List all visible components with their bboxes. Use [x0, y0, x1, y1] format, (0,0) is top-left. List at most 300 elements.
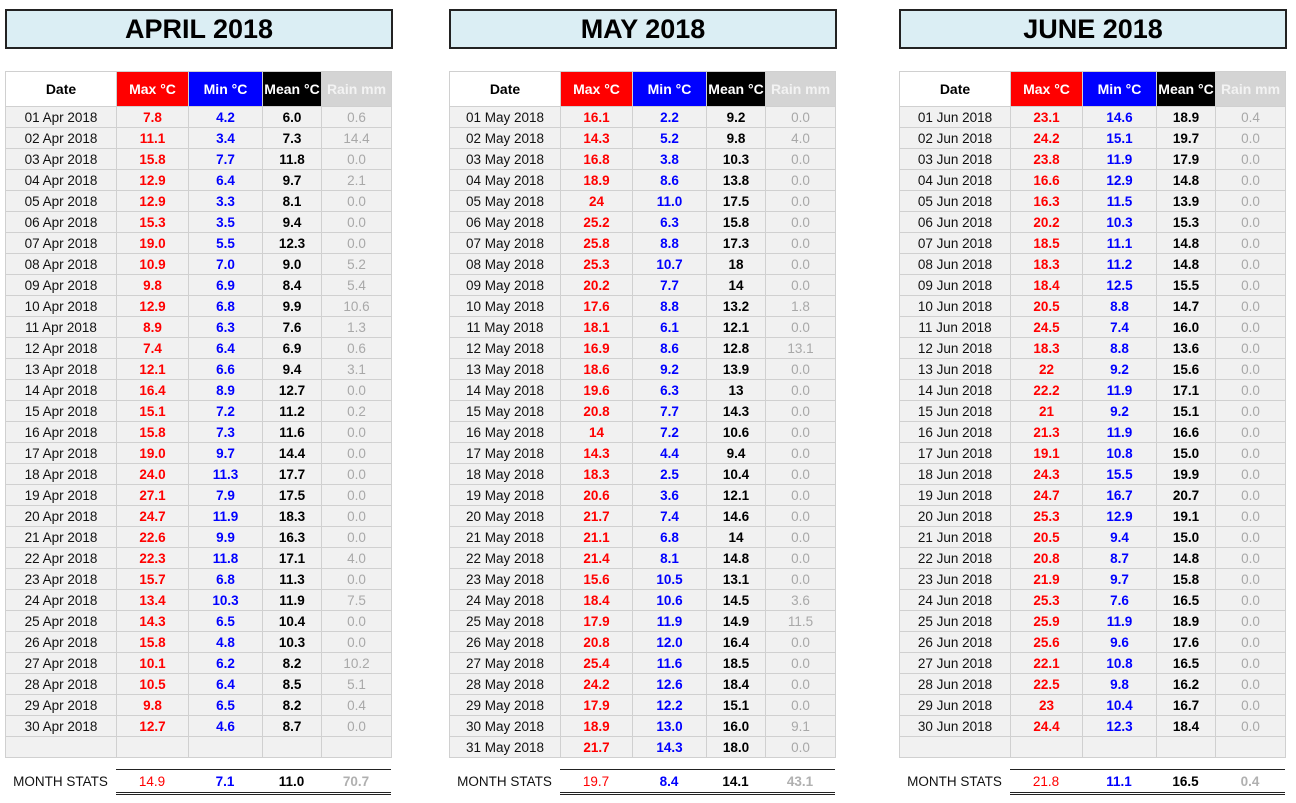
mean-cell[interactable]: 13.2	[707, 296, 766, 317]
max-cell[interactable]: 25.3	[1011, 506, 1083, 527]
date-cell[interactable]: 23 Apr 2018	[6, 569, 117, 590]
stat-mean[interactable]: 14.1	[706, 770, 765, 794]
rain-cell[interactable]: 0.0	[1216, 401, 1286, 422]
max-cell[interactable]: 22.6	[117, 527, 189, 548]
date-cell[interactable]: 18 Apr 2018	[6, 464, 117, 485]
date-cell[interactable]: 10 Jun 2018	[900, 296, 1011, 317]
date-cell[interactable]: 22 Apr 2018	[6, 548, 117, 569]
mean-cell[interactable]: 14.7	[1157, 296, 1216, 317]
min-cell[interactable]: 6.8	[189, 296, 263, 317]
date-cell[interactable]: 04 Apr 2018	[6, 170, 117, 191]
date-cell[interactable]: 18 May 2018	[450, 464, 561, 485]
max-cell[interactable]: 18.3	[1011, 338, 1083, 359]
rain-cell[interactable]: 3.1	[322, 359, 392, 380]
date-cell[interactable]: 08 Jun 2018	[900, 254, 1011, 275]
rain-cell[interactable]: 0.0	[322, 464, 392, 485]
min-cell[interactable]: 8.8	[1083, 296, 1157, 317]
max-cell[interactable]: 12.9	[117, 296, 189, 317]
rain-cell[interactable]: 0.0	[322, 380, 392, 401]
min-cell[interactable]: 13.0	[633, 716, 707, 737]
mean-cell[interactable]: 19.9	[1157, 464, 1216, 485]
rain-cell[interactable]: 0.0	[766, 233, 836, 254]
stat-mean[interactable]: 11.0	[262, 770, 321, 794]
max-cell[interactable]: 19.6	[561, 380, 633, 401]
stat-min[interactable]: 7.1	[188, 770, 262, 794]
rain-cell[interactable]: 0.0	[1216, 611, 1286, 632]
max-cell[interactable]: 20.2	[561, 275, 633, 296]
rain-cell[interactable]: 7.5	[322, 590, 392, 611]
rain-cell[interactable]: 0.0	[322, 716, 392, 737]
mean-cell[interactable]: 6.9	[263, 338, 322, 359]
date-cell[interactable]: 02 Apr 2018	[6, 128, 117, 149]
date-cell[interactable]: 19 Apr 2018	[6, 485, 117, 506]
column-header-mean[interactable]: Mean °C	[707, 72, 766, 107]
max-cell[interactable]: 18.4	[561, 590, 633, 611]
date-cell[interactable]: 19 Jun 2018	[900, 485, 1011, 506]
max-cell[interactable]: 24.3	[1011, 464, 1083, 485]
max-cell[interactable]: 22.2	[1011, 380, 1083, 401]
date-cell[interactable]: 29 Jun 2018	[900, 695, 1011, 716]
rain-cell[interactable]: 0.0	[766, 632, 836, 653]
min-cell[interactable]: 7.2	[633, 422, 707, 443]
mean-cell[interactable]: 19.1	[1157, 506, 1216, 527]
max-cell[interactable]: 12.9	[117, 170, 189, 191]
min-cell[interactable]: 6.1	[633, 317, 707, 338]
mean-cell[interactable]: 15.1	[1157, 401, 1216, 422]
rain-cell[interactable]: 10.6	[322, 296, 392, 317]
mean-cell[interactable]: 14.8	[1157, 254, 1216, 275]
rain-cell[interactable]: 0.0	[1216, 170, 1286, 191]
min-cell[interactable]: 6.4	[189, 338, 263, 359]
max-cell[interactable]: 12.1	[117, 359, 189, 380]
rain-cell[interactable]: 0.0	[1216, 569, 1286, 590]
date-cell[interactable]: 29 Apr 2018	[6, 695, 117, 716]
min-cell[interactable]: 8.6	[633, 338, 707, 359]
mean-cell[interactable]: 9.8	[707, 128, 766, 149]
mean-cell[interactable]: 16.4	[707, 632, 766, 653]
rain-cell[interactable]: 0.0	[322, 527, 392, 548]
rain-cell[interactable]: 0.0	[766, 569, 836, 590]
date-cell[interactable]: 06 Jun 2018	[900, 212, 1011, 233]
rain-cell[interactable]: 0.0	[766, 422, 836, 443]
max-cell[interactable]: 25.3	[1011, 590, 1083, 611]
rain-cell[interactable]	[1216, 737, 1286, 758]
min-cell[interactable]: 15.5	[1083, 464, 1157, 485]
min-cell[interactable]: 6.5	[189, 611, 263, 632]
min-cell[interactable]: 8.8	[633, 233, 707, 254]
rain-cell[interactable]: 0.0	[1216, 128, 1286, 149]
min-cell[interactable]: 11.0	[633, 191, 707, 212]
min-cell[interactable]: 11.2	[1083, 254, 1157, 275]
max-cell[interactable]: 10.1	[117, 653, 189, 674]
max-cell[interactable]: 16.3	[1011, 191, 1083, 212]
mean-cell[interactable]: 17.5	[707, 191, 766, 212]
min-cell[interactable]: 12.5	[1083, 275, 1157, 296]
mean-cell[interactable]: 15.0	[1157, 443, 1216, 464]
max-cell[interactable]: 19.0	[117, 233, 189, 254]
max-cell[interactable]: 15.8	[117, 632, 189, 653]
mean-cell[interactable]: 15.8	[707, 212, 766, 233]
rain-cell[interactable]	[322, 737, 392, 758]
rain-cell[interactable]: 0.6	[322, 338, 392, 359]
min-cell[interactable]: 6.8	[633, 527, 707, 548]
rain-cell[interactable]: 0.0	[766, 275, 836, 296]
rain-cell[interactable]: 5.4	[322, 275, 392, 296]
max-cell[interactable]: 24.5	[1011, 317, 1083, 338]
mean-cell[interactable]: 17.1	[263, 548, 322, 569]
date-cell[interactable]: 19 May 2018	[450, 485, 561, 506]
min-cell[interactable]: 7.7	[633, 401, 707, 422]
rain-cell[interactable]: 0.0	[322, 191, 392, 212]
max-cell[interactable]: 24.4	[1011, 716, 1083, 737]
mean-cell[interactable]: 16.0	[1157, 317, 1216, 338]
mean-cell[interactable]: 12.3	[263, 233, 322, 254]
date-cell[interactable]: 20 May 2018	[450, 506, 561, 527]
mean-cell[interactable]: 16.2	[1157, 674, 1216, 695]
stat-max[interactable]: 14.9	[116, 770, 188, 794]
max-cell[interactable]: 23.8	[1011, 149, 1083, 170]
date-cell[interactable]: 14 Jun 2018	[900, 380, 1011, 401]
date-cell[interactable]: 23 May 2018	[450, 569, 561, 590]
mean-cell[interactable]: 16.5	[1157, 590, 1216, 611]
stat-rain[interactable]: 70.7	[321, 770, 391, 794]
max-cell[interactable]: 25.6	[1011, 632, 1083, 653]
date-cell[interactable]: 16 Apr 2018	[6, 422, 117, 443]
date-cell[interactable]: 11 May 2018	[450, 317, 561, 338]
date-cell[interactable]: 04 May 2018	[450, 170, 561, 191]
min-cell[interactable]: 8.9	[189, 380, 263, 401]
column-header-rain[interactable]: Rain mm	[1216, 72, 1286, 107]
max-cell[interactable]: 19.1	[1011, 443, 1083, 464]
min-cell[interactable]: 12.3	[1083, 716, 1157, 737]
column-header-max[interactable]: Max °C	[117, 72, 189, 107]
mean-cell[interactable]: 9.7	[263, 170, 322, 191]
min-cell[interactable]: 9.9	[189, 527, 263, 548]
date-cell[interactable]: 15 Apr 2018	[6, 401, 117, 422]
date-cell[interactable]: 12 Jun 2018	[900, 338, 1011, 359]
rain-cell[interactable]: 0.4	[322, 695, 392, 716]
date-cell[interactable]: 26 May 2018	[450, 632, 561, 653]
mean-cell[interactable]: 16.7	[1157, 695, 1216, 716]
mean-cell[interactable]: 13.9	[1157, 191, 1216, 212]
mean-cell[interactable]: 11.9	[263, 590, 322, 611]
min-cell[interactable]: 7.6	[1083, 590, 1157, 611]
mean-cell[interactable]: 14.8	[1157, 548, 1216, 569]
max-cell[interactable]: 23	[1011, 695, 1083, 716]
rain-cell[interactable]: 0.0	[766, 527, 836, 548]
rain-cell[interactable]: 0.0	[322, 506, 392, 527]
date-cell[interactable]: 29 May 2018	[450, 695, 561, 716]
rain-cell[interactable]: 0.0	[1216, 233, 1286, 254]
date-cell[interactable]: 12 Apr 2018	[6, 338, 117, 359]
max-cell[interactable]: 20.2	[1011, 212, 1083, 233]
max-cell[interactable]: 25.2	[561, 212, 633, 233]
min-cell[interactable]: 6.4	[189, 674, 263, 695]
max-cell[interactable]: 12.7	[117, 716, 189, 737]
min-cell[interactable]: 5.2	[633, 128, 707, 149]
date-cell[interactable]: 16 May 2018	[450, 422, 561, 443]
max-cell[interactable]: 11.1	[117, 128, 189, 149]
mean-cell[interactable]: 8.5	[263, 674, 322, 695]
rain-cell[interactable]: 13.1	[766, 338, 836, 359]
mean-cell[interactable]: 15.6	[1157, 359, 1216, 380]
mean-cell[interactable]: 14.8	[1157, 170, 1216, 191]
max-cell[interactable]: 21.9	[1011, 569, 1083, 590]
date-cell[interactable]: 12 May 2018	[450, 338, 561, 359]
stat-mean[interactable]: 16.5	[1156, 770, 1215, 794]
max-cell[interactable]: 18.5	[1011, 233, 1083, 254]
mean-cell[interactable]: 12.8	[707, 338, 766, 359]
column-header-min[interactable]: Min °C	[633, 72, 707, 107]
date-cell[interactable]: 27 Jun 2018	[900, 653, 1011, 674]
mean-cell[interactable]: 14.6	[707, 506, 766, 527]
rain-cell[interactable]: 0.0	[766, 548, 836, 569]
max-cell[interactable]: 21.3	[1011, 422, 1083, 443]
max-cell[interactable]: 14.3	[561, 443, 633, 464]
rain-cell[interactable]: 0.0	[766, 506, 836, 527]
date-cell[interactable]: 08 May 2018	[450, 254, 561, 275]
min-cell[interactable]: 3.8	[633, 149, 707, 170]
min-cell[interactable]: 10.4	[1083, 695, 1157, 716]
mean-cell[interactable]: 11.3	[263, 569, 322, 590]
max-cell[interactable]: 16.4	[117, 380, 189, 401]
date-cell[interactable]: 28 Apr 2018	[6, 674, 117, 695]
mean-cell[interactable]: 14.8	[707, 548, 766, 569]
column-header-date[interactable]: Date	[450, 72, 561, 107]
mean-cell[interactable]: 14.8	[1157, 233, 1216, 254]
date-cell[interactable]: 06 Apr 2018	[6, 212, 117, 233]
date-cell[interactable]	[6, 737, 117, 758]
min-cell[interactable]: 9.7	[1083, 569, 1157, 590]
min-cell[interactable]: 4.6	[189, 716, 263, 737]
max-cell[interactable]: 17.6	[561, 296, 633, 317]
rain-cell[interactable]: 0.0	[766, 653, 836, 674]
rain-cell[interactable]: 0.0	[766, 107, 836, 128]
mean-cell[interactable]: 17.6	[1157, 632, 1216, 653]
mean-cell[interactable]: 17.1	[1157, 380, 1216, 401]
mean-cell[interactable]: 19.7	[1157, 128, 1216, 149]
min-cell[interactable]: 7.4	[633, 506, 707, 527]
max-cell[interactable]: 15.1	[117, 401, 189, 422]
rain-cell[interactable]: 4.0	[322, 548, 392, 569]
rain-cell[interactable]: 0.0	[1216, 296, 1286, 317]
min-cell[interactable]: 8.8	[633, 296, 707, 317]
max-cell[interactable]: 15.8	[117, 149, 189, 170]
date-cell[interactable]: 20 Apr 2018	[6, 506, 117, 527]
mean-cell[interactable]: 18.4	[707, 674, 766, 695]
mean-cell[interactable]: 12.1	[707, 485, 766, 506]
max-cell[interactable]: 14.3	[117, 611, 189, 632]
date-cell[interactable]: 15 Jun 2018	[900, 401, 1011, 422]
mean-cell[interactable]: 15.3	[1157, 212, 1216, 233]
rain-cell[interactable]: 0.0	[1216, 191, 1286, 212]
date-cell[interactable]: 24 Jun 2018	[900, 590, 1011, 611]
mean-cell[interactable]: 18.5	[707, 653, 766, 674]
date-cell[interactable]: 16 Jun 2018	[900, 422, 1011, 443]
min-cell[interactable]: 4.8	[189, 632, 263, 653]
date-cell[interactable]: 05 May 2018	[450, 191, 561, 212]
min-cell[interactable]: 12.9	[1083, 506, 1157, 527]
max-cell[interactable]: 25.4	[561, 653, 633, 674]
date-cell[interactable]: 07 May 2018	[450, 233, 561, 254]
mean-cell[interactable]: 15.5	[1157, 275, 1216, 296]
mean-cell[interactable]: 9.2	[707, 107, 766, 128]
stat-rain[interactable]: 0.4	[1215, 770, 1285, 794]
min-cell[interactable]: 11.6	[633, 653, 707, 674]
min-cell[interactable]: 9.6	[1083, 632, 1157, 653]
max-cell[interactable]: 16.8	[561, 149, 633, 170]
mean-cell[interactable]: 12.7	[263, 380, 322, 401]
min-cell[interactable]: 8.7	[1083, 548, 1157, 569]
rain-cell[interactable]: 0.0	[1216, 149, 1286, 170]
mean-cell[interactable]: 16.3	[263, 527, 322, 548]
date-cell[interactable]: 02 May 2018	[450, 128, 561, 149]
rain-cell[interactable]: 0.0	[1216, 695, 1286, 716]
min-cell[interactable]: 6.3	[633, 212, 707, 233]
mean-cell[interactable]: 7.3	[263, 128, 322, 149]
mean-cell[interactable]: 16.0	[707, 716, 766, 737]
max-cell[interactable]: 24.2	[561, 674, 633, 695]
min-cell[interactable]: 9.2	[1083, 401, 1157, 422]
date-cell[interactable]: 11 Jun 2018	[900, 317, 1011, 338]
max-cell[interactable]: 25.3	[561, 254, 633, 275]
rain-cell[interactable]: 0.0	[1216, 254, 1286, 275]
min-cell[interactable]: 12.0	[633, 632, 707, 653]
min-cell[interactable]: 2.2	[633, 107, 707, 128]
max-cell[interactable]: 22	[1011, 359, 1083, 380]
max-cell[interactable]: 20.8	[1011, 548, 1083, 569]
max-cell[interactable]: 19.0	[117, 443, 189, 464]
date-cell[interactable]: 07 Jun 2018	[900, 233, 1011, 254]
date-cell[interactable]: 22 Jun 2018	[900, 548, 1011, 569]
rain-cell[interactable]: 0.0	[766, 317, 836, 338]
date-cell[interactable]	[900, 737, 1011, 758]
max-cell[interactable]: 15.6	[561, 569, 633, 590]
date-cell[interactable]: 10 Apr 2018	[6, 296, 117, 317]
rain-cell[interactable]: 0.0	[322, 422, 392, 443]
max-cell[interactable]: 20.8	[561, 632, 633, 653]
max-cell[interactable]: 22.5	[1011, 674, 1083, 695]
rain-cell[interactable]: 0.0	[1216, 443, 1286, 464]
max-cell[interactable]: 15.8	[117, 422, 189, 443]
min-cell[interactable]: 6.3	[189, 317, 263, 338]
rain-cell[interactable]: 0.0	[1216, 212, 1286, 233]
rain-cell[interactable]: 2.1	[322, 170, 392, 191]
min-cell[interactable]: 11.5	[1083, 191, 1157, 212]
rain-cell[interactable]: 14.4	[322, 128, 392, 149]
rain-cell[interactable]: 0.0	[1216, 422, 1286, 443]
min-cell[interactable]: 11.9	[1083, 422, 1157, 443]
min-cell[interactable]: 9.8	[1083, 674, 1157, 695]
mean-cell[interactable]: 9.4	[263, 212, 322, 233]
max-cell[interactable]: 9.8	[117, 275, 189, 296]
rain-cell[interactable]: 0.0	[766, 443, 836, 464]
min-cell[interactable]: 10.6	[633, 590, 707, 611]
rain-cell[interactable]: 11.5	[766, 611, 836, 632]
min-cell[interactable]	[189, 737, 263, 758]
date-cell[interactable]: 01 Apr 2018	[6, 107, 117, 128]
column-header-mean[interactable]: Mean °C	[1157, 72, 1216, 107]
rain-cell[interactable]: 0.0	[1216, 674, 1286, 695]
mean-cell[interactable]: 20.7	[1157, 485, 1216, 506]
min-cell[interactable]: 16.7	[1083, 485, 1157, 506]
max-cell[interactable]: 18.3	[561, 464, 633, 485]
date-cell[interactable]: 21 May 2018	[450, 527, 561, 548]
mean-cell[interactable]: 13.9	[707, 359, 766, 380]
mean-cell[interactable]: 17.9	[1157, 149, 1216, 170]
date-cell[interactable]: 02 Jun 2018	[900, 128, 1011, 149]
max-cell[interactable]: 24.2	[1011, 128, 1083, 149]
date-cell[interactable]: 25 Apr 2018	[6, 611, 117, 632]
min-cell[interactable]: 6.4	[189, 170, 263, 191]
rain-cell[interactable]: 0.0	[766, 737, 836, 758]
min-cell[interactable]: 12.9	[1083, 170, 1157, 191]
min-cell[interactable]: 14.6	[1083, 107, 1157, 128]
max-cell[interactable]: 18.4	[1011, 275, 1083, 296]
min-cell[interactable]: 11.9	[1083, 611, 1157, 632]
min-cell[interactable]: 7.2	[189, 401, 263, 422]
rain-cell[interactable]: 0.0	[1216, 380, 1286, 401]
min-cell[interactable]: 6.6	[189, 359, 263, 380]
mean-cell[interactable]: 9.4	[707, 443, 766, 464]
mean-cell[interactable]: 16.5	[1157, 653, 1216, 674]
column-header-min[interactable]: Min °C	[1083, 72, 1157, 107]
date-cell[interactable]: 14 Apr 2018	[6, 380, 117, 401]
mean-cell[interactable]: 12.1	[707, 317, 766, 338]
max-cell[interactable]: 7.4	[117, 338, 189, 359]
max-cell[interactable]: 21	[1011, 401, 1083, 422]
date-cell[interactable]: 30 Jun 2018	[900, 716, 1011, 737]
max-cell[interactable]: 24.0	[117, 464, 189, 485]
date-cell[interactable]: 13 May 2018	[450, 359, 561, 380]
date-cell[interactable]: 03 May 2018	[450, 149, 561, 170]
rain-cell[interactable]: 0.0	[322, 569, 392, 590]
max-cell[interactable]: 20.5	[1011, 527, 1083, 548]
date-cell[interactable]: 24 May 2018	[450, 590, 561, 611]
mean-cell[interactable]: 18.9	[1157, 107, 1216, 128]
mean-cell[interactable]: 18.0	[707, 737, 766, 758]
date-cell[interactable]: 01 Jun 2018	[900, 107, 1011, 128]
rain-cell[interactable]: 0.0	[766, 359, 836, 380]
mean-cell[interactable]: 8.4	[263, 275, 322, 296]
mean-cell[interactable]: 18.9	[1157, 611, 1216, 632]
rain-cell[interactable]: 0.0	[766, 485, 836, 506]
stat-min[interactable]: 8.4	[632, 770, 706, 794]
mean-cell[interactable]: 18	[707, 254, 766, 275]
max-cell[interactable]: 7.8	[117, 107, 189, 128]
stat-max[interactable]: 19.7	[560, 770, 632, 794]
rain-cell[interactable]: 1.3	[322, 317, 392, 338]
mean-cell[interactable]: 17.7	[263, 464, 322, 485]
max-cell[interactable]: 14.3	[561, 128, 633, 149]
column-header-max[interactable]: Max °C	[1011, 72, 1083, 107]
mean-cell[interactable]: 11.6	[263, 422, 322, 443]
max-cell[interactable]: 18.3	[1011, 254, 1083, 275]
mean-cell[interactable]: 16.6	[1157, 422, 1216, 443]
date-cell[interactable]: 28 Jun 2018	[900, 674, 1011, 695]
min-cell[interactable]: 7.7	[189, 149, 263, 170]
date-cell[interactable]: 30 May 2018	[450, 716, 561, 737]
min-cell[interactable]: 3.3	[189, 191, 263, 212]
min-cell[interactable]: 12.2	[633, 695, 707, 716]
rain-cell[interactable]: 5.2	[322, 254, 392, 275]
mean-cell[interactable]: 7.6	[263, 317, 322, 338]
min-cell[interactable]: 10.8	[1083, 653, 1157, 674]
column-header-max[interactable]: Max °C	[561, 72, 633, 107]
max-cell[interactable]: 16.9	[561, 338, 633, 359]
max-cell[interactable]: 21.7	[561, 506, 633, 527]
rain-cell[interactable]: 0.0	[1216, 632, 1286, 653]
